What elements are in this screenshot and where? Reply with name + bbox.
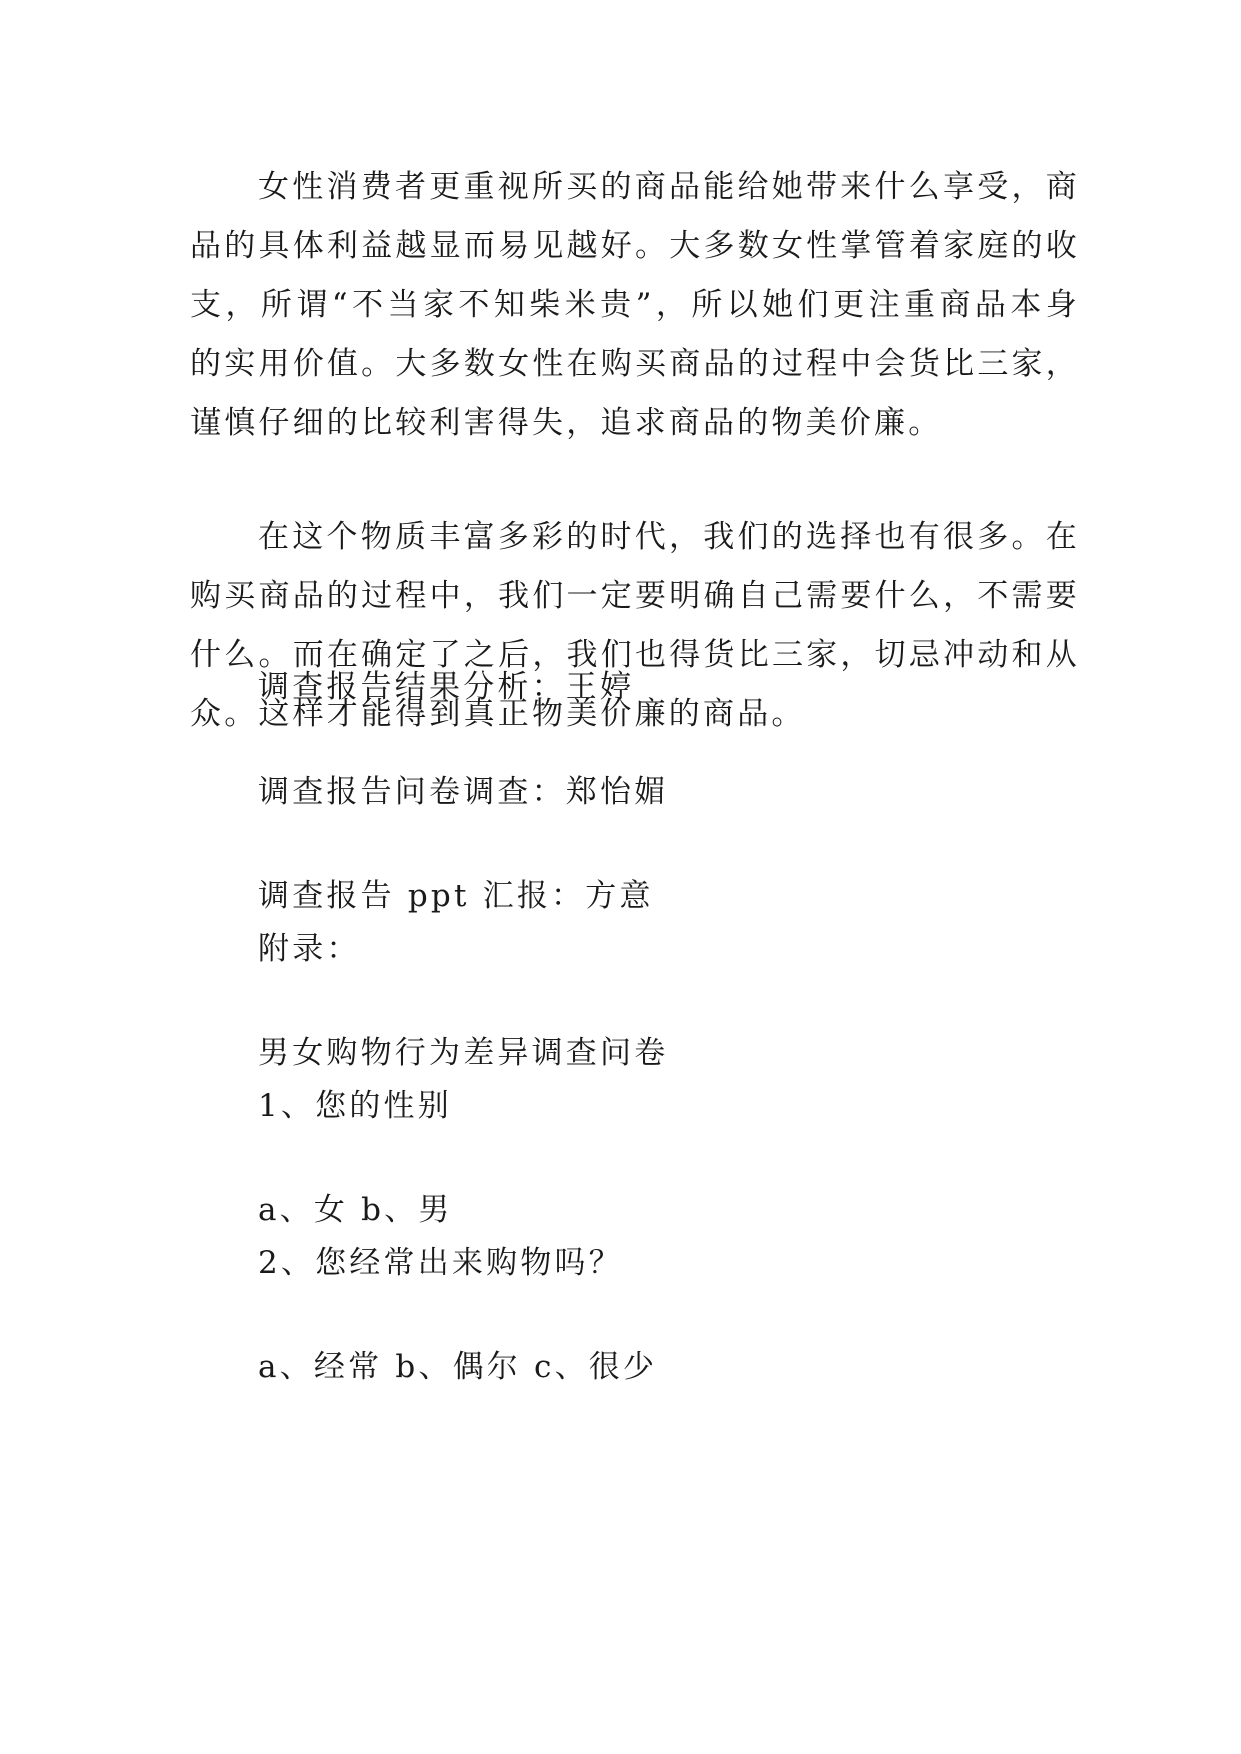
credit-questionnaire: 调查报告问卷调查：郑怡媚 (258, 774, 669, 810)
question-1-options: a、女 b、男 (258, 1192, 453, 1228)
question-2-options: a、经常 b、偶尔 c、很少 (258, 1349, 658, 1385)
paragraph-female-consumers: 女性消费者更重视所买的商品能给她带来什么享受，商品的具体利益越显而易见越好。大多数女性掌管着家庭的收支，所谓“不当家不知柴米贵”，所以她们更注重商品本身的实用价值。大多数女性在购买商品的过程中会货比三家，谨慎仔细的比较利害得失，追求商品的物美价廉。 (190, 169, 1080, 441)
question-2: 2、您经常出来购物吗？ (258, 1245, 623, 1281)
question-1: 1、您的性别 (258, 1088, 452, 1124)
survey-title: 男女购物行为差异调查问卷 (258, 1035, 669, 1071)
appendix-label: 附录： (258, 931, 361, 967)
credit-analysis: 调查报告结果分析：王婷 (258, 669, 635, 705)
credit-ppt: 调查报告 ppt 汇报：方意 (258, 878, 654, 914)
paragraph-conclusion: 在这个物质丰富多彩的时代，我们的选择也有很多。在购买商品的过程中，我们一定要明确自己需要什么，不需要什么。而在确定了之后，我们也得货比三家，切忌冲动和从众。这样才能得到真正物美价廉的商品。 (190, 519, 1080, 732)
